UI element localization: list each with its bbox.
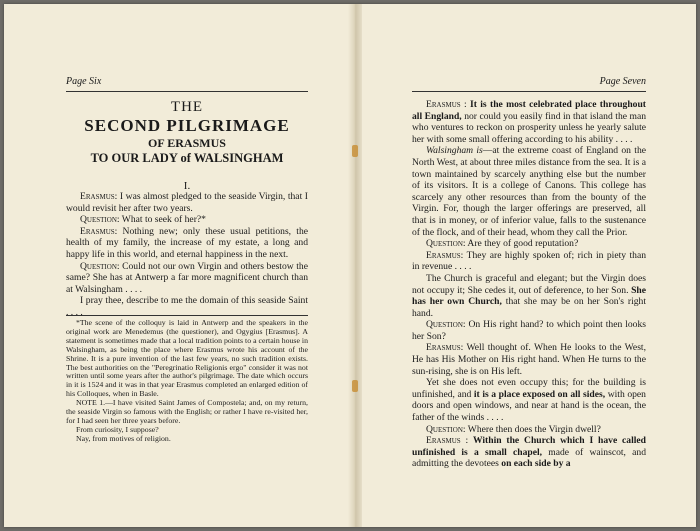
dialogue-text: Yet she does not even occupy this; for the building is unfinished, and — [412, 377, 646, 400]
dialogue-text: nor could you easily find in that island the man who ventures to reckon on prosperity unless he yearly salute her with some small offering according to his ability . . . . — [412, 110, 647, 145]
dialogue-text: : Well thought of. When He looks to the West, He has His Mother on His right hand. When He turns to the sun-rising, she is on His left. — [412, 342, 646, 377]
right-body — [412, 99, 646, 470]
dialogue-text: : On His right hand? to which point then looks her Son? — [412, 319, 646, 342]
dialogue-text: : I was almost pledged to the seaside Virgin, that I would revisit her after two years. — [66, 191, 308, 214]
header-rule-left — [66, 91, 308, 92]
speaker: Question — [426, 238, 463, 250]
dialogue-text: that she may be on her Son's right hand. — [412, 296, 646, 319]
paragraph — [412, 273, 646, 319]
paragraph — [66, 226, 308, 261]
header-rule-right — [412, 91, 646, 92]
footnote-para: NOTE 1.—I have visited Saint James of Compostela; and, on my return, the seaside Virgin so famous with the English; or rather I have re-visited her, for I had seen her three years before. — [66, 398, 308, 425]
dialogue-text: : They are highly spoken of; rich in piety than in revenue . . . . — [412, 249, 646, 273]
bold-text: on each side by a — [501, 458, 571, 470]
dialogue-text: The Church is graceful and elegant; but the Virgin does not occupy it; She cedes it, out of deference, to her Son. — [412, 272, 646, 296]
italic-lead: Walsingham is — [426, 145, 483, 157]
paragraph — [412, 377, 646, 423]
paragraph — [412, 319, 646, 342]
bold-text: it is a place exposed on all sides, — [473, 388, 606, 400]
dialogue-text: I pray thee, describe to me the domain of this seaside Saint . . . . — [66, 295, 308, 318]
dialogue-text: : Could not our own Virgin and others bestow the same? She has at Antwerp a far more magnificent church than at Walsingham . . . . — [66, 260, 308, 295]
paragraph — [412, 342, 646, 377]
footnote-para: From curiosity, I suppose? — [76, 424, 159, 434]
paragraph — [412, 424, 646, 436]
paragraph — [412, 250, 646, 273]
speaker: Question — [426, 319, 463, 331]
title-block — [66, 99, 308, 166]
page-six — [66, 4, 308, 527]
center-gutter — [348, 4, 362, 527]
footnote-para: Nay, from motives of religion. — [76, 433, 171, 443]
paragraph — [66, 191, 308, 214]
paragraph — [66, 214, 308, 226]
speaker: Erasmus — [80, 225, 115, 237]
booklet-spread — [4, 4, 696, 527]
dialogue-text: : What to seek of her?* — [116, 214, 206, 226]
running-head-left: Page Six — [66, 76, 102, 87]
speaker: Question — [80, 260, 117, 272]
dialogue-text: : Where then does the Virgin dwell? — [462, 423, 601, 435]
bold-text: She has her own Church, — [412, 284, 646, 308]
footnote-para: *The scene of the colloquy is laid in Antwerp and the speakers in the original work are Menedemus (the questioner), and Ogygius [Erasmus]. A statement is sometimes made that a local tradition points to a certain house in Walsingham, as being the place where Erasmus wrote his account of the Shrine. It is a pure invention of the last few years, no such tradition exists. The best authorities on the "Peregrinatio Religionis ergo" consider it was not written until some years after the author's pilgrimage. The date which occurs in it is 1524 and it was in that year Erasmus completed an enlarged edition of his Colloques, when in Basle. — [66, 318, 308, 399]
staple-top — [352, 145, 358, 157]
page-seven — [412, 4, 646, 527]
dialogue-text: with open doors and open windows, and near at hand is the ocean, the father of the winds . . . . — [412, 388, 646, 424]
speaker: Erasmus — [80, 191, 115, 202]
running-head-right: Page Seven — [599, 76, 646, 87]
speaker: Erasmus — [426, 99, 461, 110]
dialogue-text: made of wainscot, and admitting the devotees — [412, 446, 647, 470]
left-body — [66, 191, 308, 319]
speaker: Question — [426, 423, 463, 435]
dialogue-text: : Are they of good reputation? — [462, 238, 579, 250]
title-second-pilgrimage: SECOND PILGRIMAGE — [84, 116, 290, 135]
speaker: Erasmus — [426, 249, 461, 261]
dialogue-text: : Nothing new; only these usual petitions, the health of my family, the increase of my estate, a long and happy life in this world, and eternal happiness in the next. — [66, 225, 308, 260]
title-our-lady: TO OUR LADY of WALSINGHAM — [90, 151, 284, 165]
title-the: THE — [170, 99, 204, 115]
section-number: I. — [183, 180, 191, 192]
footnote — [66, 319, 308, 444]
speaker: Erasmus — [426, 342, 461, 354]
bold-text: It is the most celebrated place throughout all England, — [412, 99, 646, 122]
footnote-separator — [66, 315, 308, 316]
dialogue-text: —at the extreme coast of England on the North West, at about three miles distance from the sea. It is a town maintained by scarcely anything else but the number of its visitors. It is a college of Canons. This college has scarcely any other resources than from the bounty of the Virgin. For, though the larger offerings are preserved, all that is in money, or of inferior value, falls to the sustenance of the flock, and of their head, whom they call the Prior. — [412, 145, 646, 238]
paragraph — [66, 261, 308, 296]
speaker: Question — [80, 214, 117, 226]
paragraph: Erasmus : It is the most celebrated place throughout all England, nor could you easily find in that island the man who ventures to reckon on prosperity unless he yearly salute her with some small offering according to his ability . . . . — [412, 99, 647, 145]
bold-text: Within the Church which I have called unfinished is a small chapel, — [412, 435, 646, 458]
paragraph — [412, 238, 646, 250]
paragraph — [412, 145, 646, 238]
speaker: Erasmus — [426, 435, 461, 447]
title-of-erasmus: OF ERASMUS — [148, 136, 226, 150]
staple-bottom — [352, 380, 358, 392]
paragraph: Erasmus : Within the Church which I have called unfinished is a small chapel, made of wainscot, and admitting the devotees on each side by a — [412, 435, 647, 470]
